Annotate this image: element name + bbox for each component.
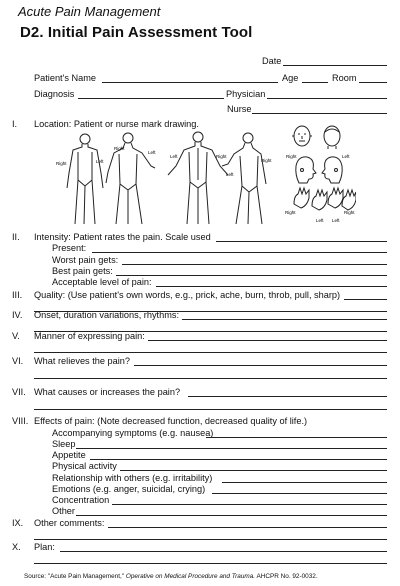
- section-10-number: X.: [12, 542, 21, 552]
- intensity-worst-label: Worst pain gets:: [52, 255, 119, 265]
- patient-name-line[interactable]: [102, 82, 278, 83]
- effects-sleep-label: Sleep: [52, 439, 76, 449]
- section-8-text: Effects of pain: (Note decreased function, decreased quality of life.): [34, 416, 308, 426]
- label-right-1: Right: [56, 161, 67, 166]
- section-9-text: Other comments:: [34, 518, 105, 528]
- effects-relationship-line[interactable]: [222, 482, 387, 483]
- label-right-3: Right: [216, 154, 227, 159]
- plan-line-2[interactable]: [34, 563, 387, 564]
- onset-line-1[interactable]: [182, 319, 387, 320]
- manner-line-1[interactable]: [148, 340, 387, 341]
- page-title: D2. Initial Pain Assessment Tool: [20, 24, 253, 41]
- intensity-acceptable-line[interactable]: [156, 286, 387, 287]
- age-label: Age: [282, 73, 299, 83]
- source-prefix: Source: "Acute Pain Management,": [24, 573, 125, 580]
- effects-activity-label: Physical activity: [52, 461, 117, 471]
- label-right-4: Right: [261, 158, 272, 163]
- scale-used-line[interactable]: [216, 241, 387, 242]
- intensity-worst-line[interactable]: [122, 264, 387, 265]
- section-2-number: II.: [12, 232, 20, 242]
- effects-relationship-label: Relationship with others (e.g. irritability): [52, 473, 213, 483]
- section-5-text: Manner of expressing pain:: [34, 331, 145, 341]
- effects-sleep-line[interactable]: [76, 448, 387, 449]
- effects-symptoms-label: Accompanying symptoms (e.g. nausea): [52, 428, 214, 438]
- intensity-acceptable-label: Acceptable level of pain:: [52, 277, 152, 287]
- label-left-2: Left: [148, 150, 156, 155]
- relieves-line-1[interactable]: [134, 365, 387, 366]
- label-right-6: Right: [285, 210, 296, 215]
- relieves-line-2[interactable]: [34, 378, 387, 379]
- effects-emotions-line[interactable]: [212, 493, 387, 494]
- effects-concentration-line[interactable]: [112, 504, 387, 505]
- date-label: Date: [262, 56, 282, 66]
- section-7-number: VII.: [12, 387, 26, 397]
- section-3-number: III.: [12, 290, 23, 300]
- section-4-number: IV.: [12, 310, 23, 320]
- source-suffix: AHCPR No. 92-0032.: [256, 573, 318, 580]
- effects-symptoms-line[interactable]: [206, 437, 387, 438]
- quality-line-1[interactable]: [344, 299, 387, 300]
- source-citation: [24, 573, 318, 580]
- section-1-text: Location: Patient or nurse mark drawing.: [34, 119, 199, 129]
- series-heading: Acute Pain Management: [18, 4, 161, 19]
- section-7-text: What causes or increases the pain?: [34, 387, 181, 397]
- section-6-text: What relieves the pain?: [34, 356, 131, 366]
- date-line[interactable]: [283, 65, 387, 66]
- effects-activity-line[interactable]: [120, 470, 387, 471]
- label-right-2: Right: [114, 146, 125, 151]
- plan-line-1[interactable]: [60, 551, 387, 552]
- label-left-6: Left: [316, 218, 324, 223]
- comments-line-1[interactable]: [108, 527, 387, 528]
- effects-other-line[interactable]: [76, 515, 387, 516]
- effects-concentration-label: Concentration: [52, 495, 110, 505]
- label-left-3: Left: [170, 154, 178, 159]
- causes-line-2[interactable]: [34, 409, 387, 410]
- intensity-best-label: Best pain gets:: [52, 266, 113, 276]
- label-left-1: Left: [96, 159, 104, 164]
- age-line[interactable]: [302, 82, 328, 83]
- physician-label: Physician: [226, 89, 266, 99]
- physician-line[interactable]: [267, 98, 387, 99]
- section-1-number: I.: [12, 119, 18, 129]
- section-3-text: Quality: (Use patient's own words, e.g., prick, ache, burn, throb, pull, sharp): [34, 290, 341, 300]
- room-line[interactable]: [359, 82, 387, 83]
- effects-other-label: Other: [52, 506, 75, 516]
- label-right-5: Right: [286, 154, 297, 159]
- source-italic: Operative on Medical Procedure and Trauma.: [125, 573, 256, 580]
- intensity-best-line[interactable]: [116, 275, 387, 276]
- label-left-7: Left: [332, 218, 340, 223]
- section-2-text: Intensity: Patient rates the pain. Scale used: [34, 232, 211, 242]
- effects-emotions-label: Emotions (e.g. anger, suicidal, crying): [52, 484, 206, 494]
- label-right-7: Right: [344, 210, 355, 215]
- body-diagram[interactable]: [56, 128, 286, 230]
- head-hand-diagram[interactable]: [284, 124, 356, 224]
- nurse-label: Nurse: [227, 104, 252, 114]
- manner-line-2[interactable]: [34, 352, 387, 353]
- label-left-5: Left: [342, 154, 350, 159]
- room-label: Room: [332, 73, 357, 83]
- label-left-4: Left: [226, 172, 234, 177]
- causes-line-1[interactable]: [188, 396, 387, 397]
- section-4-text: Onset, duration variations, rhythms:: [34, 310, 180, 320]
- section-10-text: Plan:: [34, 542, 55, 552]
- diagnosis-label: Diagnosis: [34, 89, 75, 99]
- nurse-line[interactable]: [252, 113, 387, 114]
- comments-line-2[interactable]: [34, 539, 387, 540]
- section-8-number: VIII.: [12, 416, 29, 426]
- intensity-present-line[interactable]: [92, 252, 387, 253]
- patient-name-label: Patient's Name: [34, 73, 97, 83]
- effects-appetite-label: Appetite: [52, 450, 86, 460]
- section-5-number: V.: [12, 331, 20, 341]
- section-6-number: VI.: [12, 356, 24, 366]
- diagnosis-line[interactable]: [78, 98, 224, 99]
- intensity-present-label: Present:: [52, 243, 87, 253]
- section-9-number: IX.: [12, 518, 24, 528]
- effects-appetite-line[interactable]: [90, 459, 387, 460]
